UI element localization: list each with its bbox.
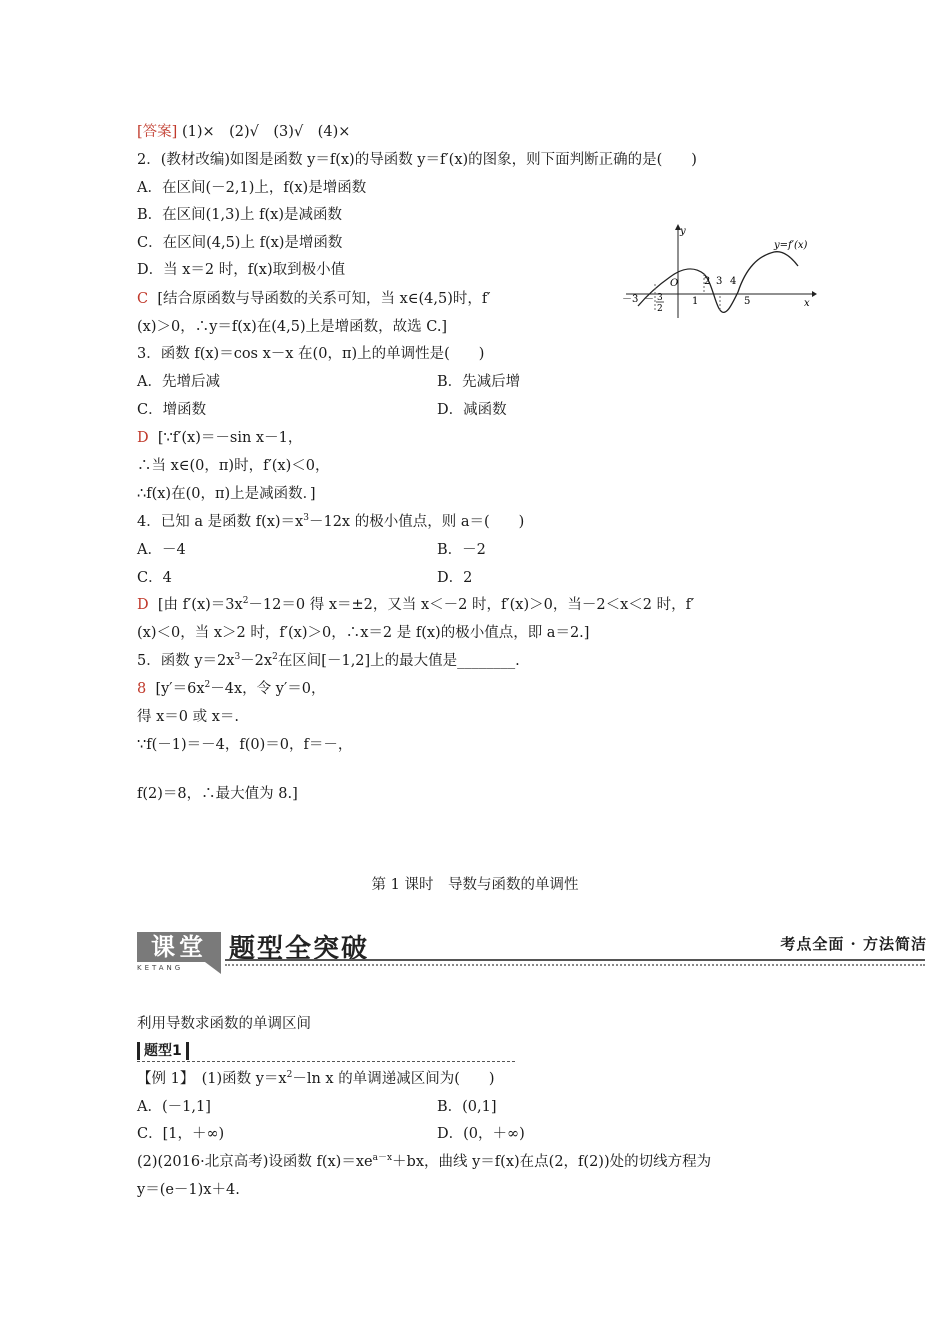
- q4-stem-a: 4．已知 a 是函数 f(x)＝x: [137, 514, 304, 530]
- ex1-stem-b: －ln x 的单调递减区间为( ): [292, 1071, 495, 1087]
- ex1-option-b: B．(0,1]: [437, 1099, 497, 1115]
- tick-origin: O: [670, 278, 679, 289]
- q5-solution-1a: [y′＝6x: [155, 681, 205, 697]
- q5-stem-sup1: 3: [234, 652, 241, 662]
- q3-solution-line3: ∴f(x)在(0，π)上是减函数．]: [137, 486, 316, 502]
- q5-stem-c: 在区间[－1,2]上的最大值是________.: [277, 653, 520, 669]
- q3-answer-key: D: [137, 430, 149, 446]
- q2-option-c: C．在区间(4,5)上 f(x)是增函数: [137, 235, 343, 251]
- q4-option-c: C．4: [137, 570, 172, 586]
- q4-solution-line2: (x)＜0，当 x＞2 时，f′(x)＞0，∴x＝2 是 f(x)的极小值点，即 a＝2.]: [137, 625, 590, 641]
- q4-option-b: B．－2: [437, 542, 486, 558]
- q3-solution-line2: ∴当 x∈(0，π)时，f′(x)＜0，: [137, 458, 330, 474]
- q2-stem: 2．(教材改编)如图是函数 y＝f(x)的导函数 y＝f′(x)的图象，则下面判断正确的是( ): [137, 152, 697, 168]
- tick-frac-den: 2: [657, 304, 663, 314]
- ex1-p2-a: (2)(2016·北京高考)设函数 f(x)＝xe: [137, 1154, 373, 1170]
- x-axis-arrow-icon: [812, 291, 817, 297]
- ex1-stem: [137, 1069, 495, 1089]
- q4-solution-sup: 2: [242, 596, 249, 606]
- tag-dashed-rule: [137, 1061, 515, 1062]
- derivative-graph: [622, 222, 817, 322]
- q4-stem-sup: 3: [303, 513, 309, 523]
- q2-solution-text1: [结合原函数与导函数的关系可知，当 x∈(4,5)时，f′: [157, 291, 491, 307]
- tick-1: 1: [692, 296, 699, 307]
- q3-solution-text1: [∵f′(x)＝－sin x－1，: [157, 430, 303, 446]
- q5-stem-b: －2x: [240, 653, 273, 669]
- ketang-badge: 课堂: [137, 932, 221, 962]
- q4-stem-b: －12x 的极小值点，则 a＝( ): [308, 514, 525, 530]
- tick-2: 2: [704, 276, 711, 287]
- section-banner: [137, 928, 927, 976]
- q5-solution-line2: 得 x＝0 或 x＝.: [137, 709, 240, 725]
- tick-4: 4: [730, 276, 737, 287]
- ex1-p2-sup: a－x: [372, 1153, 393, 1163]
- q3-option-d: D．减函数: [437, 402, 507, 418]
- q3-stem: 3．函数 f(x)＝cos x－x 在(0，π)上的单调性是( ): [137, 346, 485, 362]
- q5-solution-sup: 2: [204, 680, 211, 690]
- q5-answer-key: 8: [137, 681, 147, 697]
- q2-solution-line2: (x)＞0，∴y＝f(x)在(4,5)上是增函数，故选 C.]: [137, 319, 448, 335]
- ex1-part2-line2: y＝(e－1)x＋4.: [137, 1182, 240, 1198]
- ex1-option-d: D．(0，＋∞): [437, 1126, 525, 1142]
- curve-label: y=f′(x): [774, 240, 808, 251]
- banner-title: 题型全突破: [229, 934, 370, 964]
- ex1-stem-a: 【例 1】 (1)函数 y＝x: [137, 1071, 287, 1087]
- answer-line: [137, 122, 350, 142]
- q5-solution-line4: f(2)＝8，∴最大值为 8.]: [137, 786, 298, 802]
- q3-option-a: A．先增后减: [137, 374, 220, 390]
- q2-answer-key: C: [137, 291, 149, 307]
- ex1-p2-b: ＋bx，曲线 y＝f(x)在点(2，f(2))处的切线方程为: [392, 1154, 712, 1170]
- section-title: 利用导数求函数的单调区间: [137, 1016, 311, 1032]
- q2-option-d: D．当 x＝2 时，f(x)取到极小值: [137, 262, 346, 278]
- lesson-title: 第 1 课时 导数与函数的单调性: [371, 877, 579, 893]
- answer-label: [答案]: [137, 124, 178, 140]
- q3-option-b: B．先减后增: [437, 374, 521, 390]
- x-axis-label: x: [804, 298, 810, 309]
- banner-tagline: 考点全面 · 方法简洁: [780, 935, 927, 953]
- q4-solution-1a: [由 f′(x)＝3x: [157, 597, 243, 613]
- q4-solution-line1: [137, 595, 694, 615]
- q4-option-a: A．－4: [137, 542, 186, 558]
- q5-stem: [137, 651, 520, 671]
- q3-solution-line1: [137, 428, 302, 448]
- q4-solution-1b: －12＝0 得 x＝±2，又当 x＜－2 时，f′(x)＞0，当－2＜x＜2 时，f′: [248, 597, 695, 613]
- q5-solution-line1: [137, 679, 325, 699]
- q5-solution-1b: －4x，令 y′＝0，: [210, 681, 326, 697]
- q5-stem-sup2: 2: [272, 652, 278, 662]
- ex1-stem-sup: 2: [286, 1070, 293, 1080]
- tick-neg3: －3: [622, 294, 639, 305]
- banner-rule: [225, 959, 925, 966]
- answer-text: (1)× (2)√ (3)√ (4)×: [181, 124, 351, 140]
- tick-frac-sign: －: [644, 294, 654, 305]
- q2-solution-line1: [137, 289, 491, 309]
- type-tag: 题型1: [137, 1042, 189, 1060]
- tick-frac-num: 3: [657, 293, 663, 303]
- q2-option-a: A．在区间(－2,1)上，f(x)是增函数: [137, 180, 367, 196]
- tick-3: 3: [716, 276, 723, 287]
- ex1-part2-line1: [137, 1152, 711, 1172]
- y-axis-label: y: [680, 226, 686, 237]
- q5-stem-a: 5．函数 y＝2x: [137, 653, 235, 669]
- q4-stem: [137, 512, 524, 532]
- ketang-pinyin: KETANG: [137, 964, 184, 972]
- q2-option-b: B．在区间(1,3)上 f(x)是减函数: [137, 207, 342, 223]
- q4-option-d: D．2: [437, 570, 473, 586]
- tick-5: 5: [744, 296, 751, 307]
- q5-solution-line3: ∵f(－1)＝－4，f(0)＝0，f＝－，: [137, 737, 353, 753]
- q4-answer-key: D: [137, 597, 149, 613]
- ex1-option-a: A．(－1,1]: [137, 1099, 211, 1115]
- q3-option-c: C．增函数: [137, 402, 207, 418]
- ex1-option-c: C．[1，＋∞): [137, 1126, 225, 1142]
